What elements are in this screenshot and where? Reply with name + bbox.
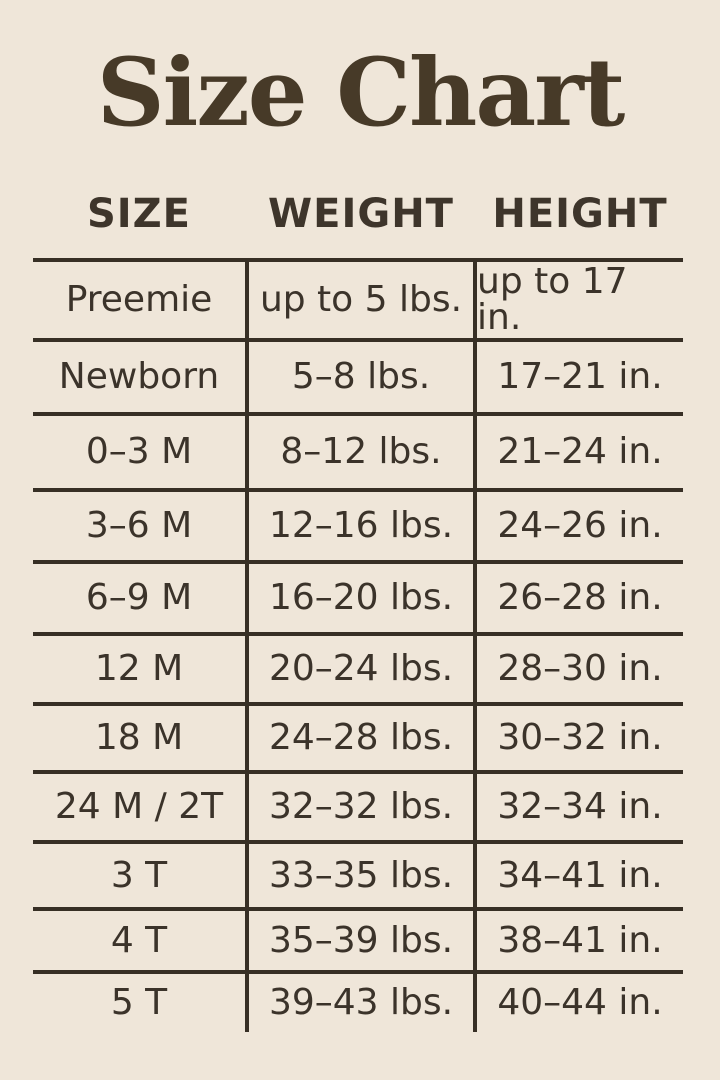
cell-weight: 8–12 lbs. bbox=[245, 416, 477, 488]
cell-height: 28–30 in. bbox=[497, 648, 663, 689]
cell-height: 32–34 in. bbox=[497, 786, 663, 827]
table-row-4t bbox=[33, 907, 683, 970]
cell-height: 38–41 in. bbox=[497, 919, 663, 961]
cell-height: up to 17 in. bbox=[477, 261, 628, 338]
cell-size: 4 T bbox=[110, 919, 168, 961]
column-header-size: SIZE bbox=[86, 191, 192, 237]
cell-weight: 33–35 lbs. bbox=[245, 844, 477, 907]
cell-size: Newborn bbox=[58, 356, 220, 397]
table-row-0-3m bbox=[33, 412, 683, 488]
cell-weight: 20–24 lbs. bbox=[245, 636, 477, 702]
table-row-newborn bbox=[33, 338, 683, 412]
table-row-24m-2t bbox=[33, 770, 683, 840]
cell-weight: 16–20 lbs. bbox=[245, 564, 477, 632]
cell-weight: 32–32 lbs. bbox=[245, 774, 477, 840]
cell-height: 30–32 in. bbox=[497, 717, 663, 758]
cell-size: Preemie bbox=[65, 279, 213, 320]
column-header-weight: WEIGHT bbox=[268, 191, 454, 237]
table-header-row bbox=[33, 190, 683, 238]
table-row-3-6m bbox=[33, 488, 683, 560]
cell-size: 12 M bbox=[94, 648, 184, 689]
cell-weight: 35–39 lbs. bbox=[245, 911, 477, 970]
table-row-preemie bbox=[33, 258, 683, 338]
cell-size: 5 T bbox=[110, 982, 168, 1023]
page-title: Size Chart bbox=[96, 38, 624, 148]
cell-height: 21–24 in. bbox=[497, 431, 663, 472]
size-table bbox=[33, 258, 683, 1032]
table-row-12m bbox=[33, 632, 683, 702]
table-row-3t bbox=[33, 840, 683, 907]
cell-weight: 24–28 lbs. bbox=[245, 706, 477, 770]
cell-height: 24–26 in. bbox=[497, 505, 663, 546]
cell-height: 34–41 in. bbox=[497, 854, 663, 896]
cell-size: 0–3 M bbox=[85, 431, 193, 472]
cell-weight: 39–43 lbs. bbox=[245, 974, 477, 1032]
cell-height: 17–21 in. bbox=[497, 356, 663, 397]
cell-height: 40–44 in. bbox=[497, 982, 663, 1023]
table-row-5t bbox=[33, 970, 683, 1032]
table-row-6-9m bbox=[33, 560, 683, 632]
cell-size: 3–6 M bbox=[85, 505, 193, 546]
cell-weight: up to 5 lbs. bbox=[245, 262, 477, 338]
cell-weight: 12–16 lbs. bbox=[245, 492, 477, 560]
cell-weight: 5–8 lbs. bbox=[245, 342, 477, 412]
cell-size: 6–9 M bbox=[85, 577, 193, 618]
cell-size: 24 M / 2T bbox=[54, 786, 224, 827]
column-header-height: HEIGHT bbox=[492, 191, 668, 237]
table-row-18m bbox=[33, 702, 683, 770]
cell-size: 3 T bbox=[110, 854, 168, 896]
cell-size: 18 M bbox=[94, 717, 184, 758]
cell-height: 26–28 in. bbox=[497, 577, 663, 618]
